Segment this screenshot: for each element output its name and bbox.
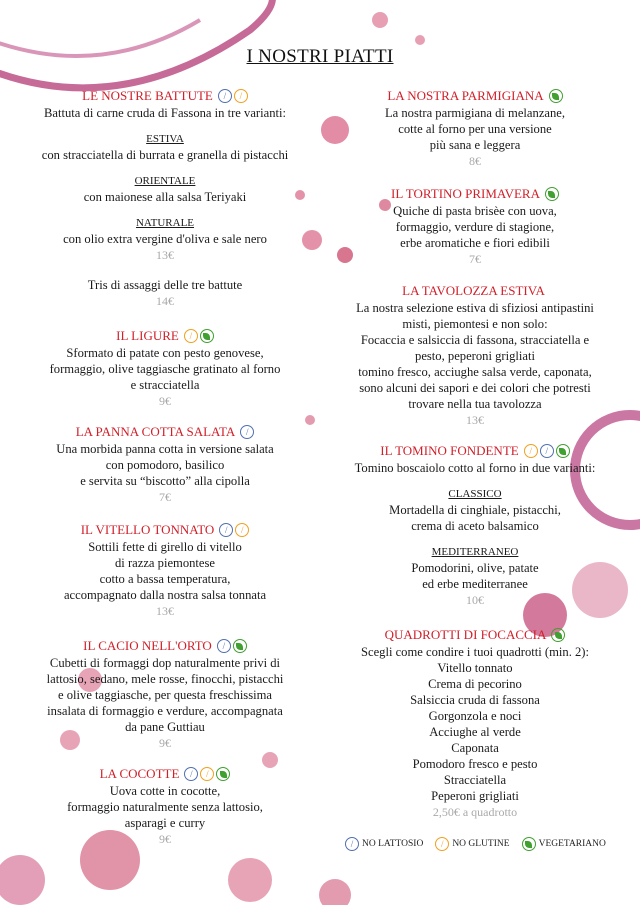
dish-description-line: La nostra selezione estiva di sfiziosi antipastini [356,301,594,315]
dish-description-line: cotte al forno per una versione [398,122,552,136]
dish-description-line: Crema di pecorino [428,677,522,691]
dish-title [82,87,248,105]
legend-label: NO GLUTINE [452,839,510,849]
dish-title-text: IL CACIO NELL'ORTO [83,638,212,653]
dish-price: 8€ [469,154,481,168]
legend-item [435,837,509,851]
dish-description-line: e olive taggiasche, per questa freschissima [57,688,272,702]
dish-description-line: cotto a bassa temperatura, [99,572,231,586]
dish-price: 10€ [466,593,484,607]
no-lactose-icon: / [219,523,233,537]
dish-description-line: Pomodorini, olive, patate [411,561,539,575]
dish-price: 13€ [466,413,484,427]
dish-description-line: Battuta di carne cruda di Fassona in tre varianti: [44,106,286,120]
dish-description-line: Pomodoro fresco e pesto [412,757,538,771]
dish-description-line: insalata di formaggio e verdure, accompagnata [47,704,283,718]
dish-description-line: Cubetti di formaggi dop naturalmente privi di [49,656,281,670]
legend-item [345,837,423,851]
dish-price: 9€ [159,736,171,750]
dish-title-text: IL TORTINO PRIMAVERA [391,186,540,201]
dish-title-text: LA NOSTRA PARMIGIANA [387,88,544,103]
dish-description-line: asparagi e curry [124,816,206,830]
dish-price: 7€ [159,490,171,504]
dish-description-line: Mortadella di cinghiale, pistacchi, [389,503,561,517]
dish-description-line: Salsiccia cruda di fassona [410,693,540,707]
dish-description-line: con maionese alla salsa Teriyaki [83,190,247,204]
dish-price: 13€ [156,604,174,618]
dish-title [116,327,214,345]
spacer [5,263,325,277]
no-lactose-icon: / [184,767,198,781]
dish-title-text: LA TAVOLOZZA ESTIVA [402,283,545,298]
dish-description-line: Una morbida panna cotta in versione salata [56,442,274,456]
dish-description-line: Caponata [451,741,499,755]
dish-item [315,282,635,428]
no-lactose-icon: / [540,444,554,458]
dish-title [391,185,559,203]
no-lactose-icon: / [217,639,231,653]
no-gluten-icon: / [234,89,248,103]
dish-description-line: con olio extra vergine d'oliva e sale nero [63,232,267,246]
dish-description-line: Scegli come condire i tuoi quadrotti (min. 2): [360,645,590,659]
dish-description-line: Tris di assaggi delle tre battute [87,278,243,292]
dish-description-line: Stracciatella [443,773,507,787]
dish-description-line: Tomino boscaiolo cotto al forno in due varianti: [354,461,596,475]
dish-description-line: formaggio naturalmente senza lattosio, [67,800,263,814]
dish-description-line: di razza piemontese [115,556,215,570]
dish-title [76,423,255,441]
legend-label: VEGETARIANO [538,839,606,849]
dish-description-line: sono alcuni dei sapori e dei colori che potresti [359,381,591,395]
dish-description-line: e servita su “biscotto” alla cipolla [80,474,250,488]
dish-title-text: QUADROTTI DI FOCACCIA [384,627,547,642]
no-gluten-icon: / [200,767,214,781]
dish-price: 7€ [469,252,481,266]
dish-description-line: lattosio, sedano, mele rosse, finocchi, pistacchi [46,672,284,686]
vegetarian-icon [549,89,563,103]
dish-item [315,185,635,267]
dish-description-line: La nostra parmigiana di melanzane, [384,106,566,120]
vegetarian-icon [556,444,570,458]
dish-description-line: Uova cotte in cocotte, [109,784,221,798]
dish-description-line: pesto, peperoni grigliati [415,349,535,363]
dish-item [315,87,635,169]
dish-description-line: ed erbe mediterranee [422,577,528,591]
dish-item [5,521,325,619]
vegetarian-icon [545,187,559,201]
no-lactose-icon: / [218,89,232,103]
dish-title-text: IL LIGURE [116,328,179,343]
dish-title-text: LA PANNA COTTA SALATA [75,424,236,439]
dish-description-line: con pomodoro, basilico [105,458,225,472]
no-lactose-icon: / [240,425,254,439]
dish-description-line: Focaccia e salsiccia di fassona, stracciatella e [360,333,590,347]
dish-price: 9€ [159,832,171,846]
no-gluten-icon: / [435,837,449,851]
dish-title-text: LA COCOTTE [99,766,180,781]
page-title: I NOSTRI PIATTI [246,46,394,67]
dish-title-text: IL VITELLO TONNATO [80,522,215,537]
dish-title-text: IL TOMINO FONDENTE [380,443,519,458]
no-gluten-icon: / [235,523,249,537]
dish-item [5,327,325,409]
variant-heading: NATURALE [135,217,195,229]
vegetarian-icon [551,628,565,642]
variant-heading: MEDITERRANEO [431,546,519,558]
vegetarian-icon [233,639,247,653]
vegetarian-icon [522,837,536,851]
dish-title [387,87,562,105]
dish-item [5,423,325,505]
dish-item [5,637,325,751]
dish-description-line: tomino fresco, acciughe salsa verde, caponata, [358,365,592,379]
dish-title [380,442,569,460]
dish-title [385,626,566,644]
dish-description-line: Sformato di patate con pesto genovese, [66,346,264,360]
vegetarian-icon [216,767,230,781]
no-gluten-icon: / [524,444,538,458]
dish-price: 9€ [159,394,171,408]
dish-description-line: Acciughe al verde [429,725,521,739]
legend-item [522,837,606,851]
dish-description-line: Vitello tonnato [437,661,513,675]
dish-description-line: erbe aromatiche e fiori edibili [400,236,550,250]
dish-description-line: da pane Guttiau [125,720,205,734]
dish-description-line: più sana e leggera [429,138,521,152]
dietary-legend [345,837,618,851]
dish-description-line: Peperoni grigliati [431,789,519,803]
no-gluten-icon: / [184,329,198,343]
dish-title [83,637,247,655]
dish-price: 13€ [156,248,174,262]
dish-description-line: trovare nella tua tavolozza [408,397,542,411]
dish-item [5,87,325,309]
dish-description-line: Quiche di pasta brisèe con uova, [393,204,557,218]
dish-price: 14€ [156,294,174,308]
legend-label: NO LATTOSIO [362,839,424,849]
no-lactose-icon: / [345,837,359,851]
dish-item [315,626,635,820]
dish-description-line: crema di aceto balsamico [411,519,539,533]
vegetarian-icon [200,329,214,343]
variant-heading: CLASSICO [448,488,502,500]
dish-description-line: accompagnato dalla nostra salsa tonnata [63,588,267,602]
dish-description-line: Sottili fette di girello di vitello [88,540,242,554]
variant-heading: ESTIVA [146,133,184,145]
dish-item [315,442,635,608]
variant-heading: ORIENTALE [134,175,196,187]
dish-description-line: formaggio, olive taggiasche gratinato al forno [49,362,281,376]
dish-item [5,765,325,847]
dish-description-line: Gorgonzola e noci [428,709,522,723]
dish-description-line: misti, piemontesi e non solo: [402,317,548,331]
dish-price: 2,50€ a quadrotto [432,805,518,819]
dish-description-line: formaggio, verdure di stagione, [395,220,555,234]
dish-title [81,521,250,539]
dish-title-text: LE NOSTRE BATTUTE [82,88,213,103]
dish-description-line: con stracciatella di burrata e granella di pistacchi [41,148,289,162]
dish-title [100,765,231,783]
dish-description-line: e stracciatella [130,378,200,392]
dish-title [402,282,548,300]
